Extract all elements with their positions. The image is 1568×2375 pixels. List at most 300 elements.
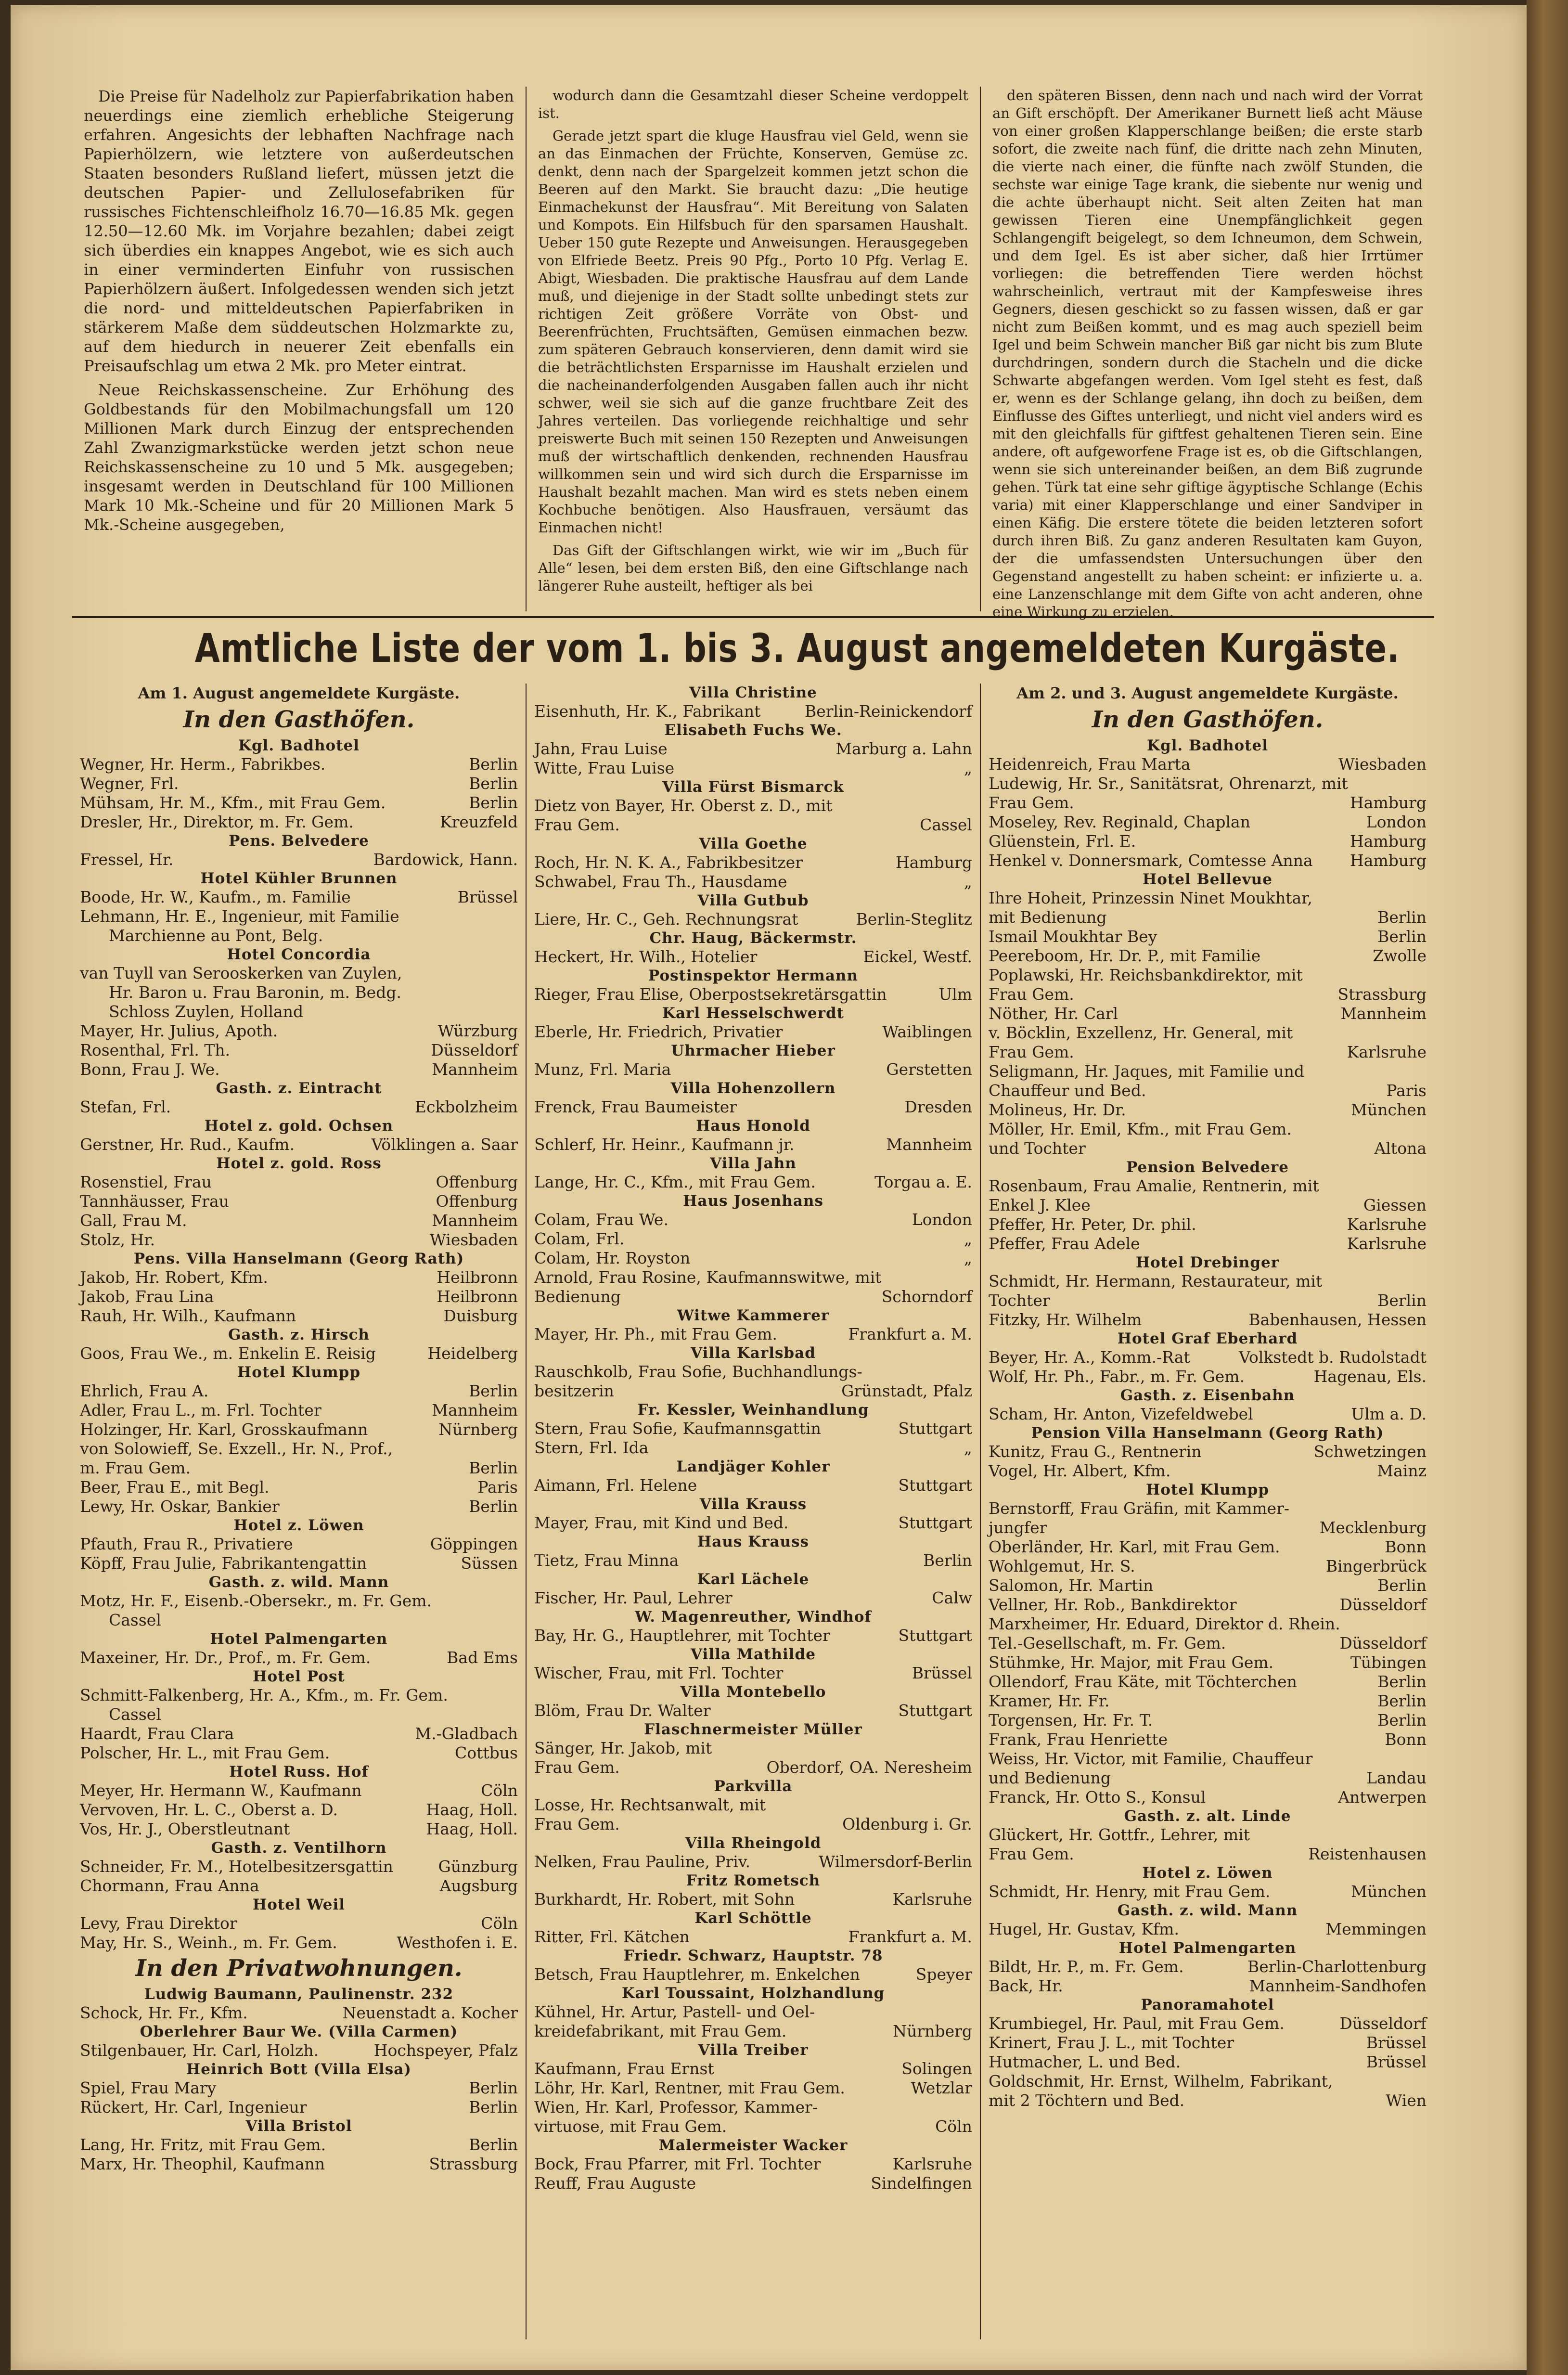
guest-entry [534, 1758, 972, 1777]
guest-hometown: Westhofen i. E. [397, 1933, 518, 1952]
guest-hometown: Hamburg [1350, 851, 1427, 870]
guest-entry [989, 1310, 1427, 1329]
guest-hometown: Eckbolzheim [414, 1097, 518, 1116]
guest-entry [534, 947, 972, 967]
guest-entry [989, 1348, 1427, 1367]
guest-entry [80, 1933, 518, 1952]
guest-hometown [967, 796, 972, 815]
guest-name: Franck, Hr. Otto S., Konsul [989, 1788, 1206, 1807]
guest-entry [534, 1210, 972, 1229]
guest-name: mit Bedienung [989, 908, 1107, 927]
guest-name: Vervoven, Hr. L. C., Oberst a. D. [80, 1800, 338, 1819]
guest-name: Heidenreich, Frau Marta [989, 755, 1191, 774]
book-binding [1527, 0, 1568, 2375]
guest-hometown: Bonn [1385, 1730, 1427, 1749]
lodging-heading: Karl Lächele [697, 1571, 810, 1588]
list-headline: Amtliche Liste der vom 1. bis 3. August angemeldeten Kurgäste. [194, 626, 1400, 671]
guest-name: Chauffeur und Bed. [989, 1081, 1146, 1100]
guest-name: Ehrlich, Frau A. [80, 1381, 209, 1400]
guest-hometown: Göppingen [430, 1535, 518, 1553]
guest-entry [80, 1648, 518, 1667]
guest-hometown [1422, 774, 1427, 793]
guest-entry [534, 796, 972, 815]
guest-name: Frau Gem. [534, 815, 620, 834]
guest-name: Kühnel, Hr. Artur, Pastell- und Oel- [534, 2002, 815, 2021]
guest-hometown: Berlin [469, 1381, 518, 1400]
guest-name: Gall, Frau M. [80, 1211, 187, 1230]
guest-entry [534, 1060, 972, 1079]
lodging-heading: Pension Belvedere [1126, 1159, 1289, 1176]
lodging-heading: Elisabeth Fuchs We. [664, 722, 842, 739]
article-column-2 [527, 87, 981, 611]
guest-entry [534, 2117, 972, 2136]
guest-entry [534, 1965, 972, 1984]
guest-name: Kunitz, Frau G., Rentnerin [989, 1442, 1202, 1461]
guest-entry [989, 1845, 1427, 1864]
guest-hometown [1422, 2072, 1427, 2091]
guest-name: Frank, Frau Henriette [989, 1730, 1168, 1749]
guest-hometown: Berlin [469, 2098, 518, 2117]
lodging-heading: Hotel z. Löwen [233, 1517, 364, 1534]
guest-entry [80, 1914, 518, 1933]
guest-name: Beer, Frau E., mit Begl. [80, 1478, 270, 1497]
guest-name: Beyer, Hr. A., Komm.-Rat [989, 1348, 1190, 1367]
guest-hometown [967, 2002, 972, 2022]
guest-hometown: Mannheim [432, 1060, 518, 1079]
guest-hometown: Schorndorf [881, 1287, 972, 1306]
guest-entry [80, 1535, 518, 1554]
guest-name: Blöm, Frau Dr. Walter [534, 1701, 711, 1720]
guest-name: Colam, Frl. [534, 1229, 625, 1248]
guest-hometown: „ [964, 872, 972, 891]
guest-entry [989, 1081, 1427, 1100]
guest-entry [989, 2014, 1427, 2033]
guest-entry [989, 1272, 1427, 1291]
guest-entry [80, 1097, 518, 1117]
guest-name: besitzerin [534, 1381, 614, 1400]
guest-name: Pfeffer, Frau Adele [989, 1234, 1140, 1253]
guest-hometown: Karlsruhe [1347, 1234, 1427, 1253]
guest-name: Bildt, Hr. P., m. Fr. Gem. [989, 1957, 1184, 1976]
guest-entry [80, 813, 518, 832]
guest-hometown: Brüssel [912, 1664, 972, 1682]
guest-hometown: Bingerbrück [1325, 1557, 1427, 1575]
guest-entry [989, 966, 1427, 985]
guest-name: Burkhardt, Hr. Robert, mit Sohn [534, 1890, 795, 1909]
guest-entry [989, 1120, 1427, 1139]
lodging-heading: Hotel Drebinger [1135, 1254, 1280, 1271]
guest-hometown: Berlin [469, 1497, 518, 1516]
guest-name: Meyer, Hr. Hermann W., Kaufmann [80, 1781, 362, 1800]
guest-entry [80, 1554, 518, 1573]
lodging-heading: Hotel Russ. Hof [229, 1763, 369, 1781]
guest-hometown: Hagenau, Els. [1313, 1367, 1427, 1386]
guest-entry-continuation: Schloss Zuylen, Holland [109, 1002, 304, 1021]
guest-entry [80, 1857, 518, 1876]
guest-hometown: Düsseldorf [1339, 1595, 1427, 1614]
guest-name: Bock, Frau Pfarrer, mit Frl. Tochter [534, 2155, 821, 2173]
guest-name: Jakob, Frau Lina [80, 1287, 214, 1306]
lodging-heading: Villa Bristol [245, 2117, 352, 2135]
lodging-heading: Malermeister Wacker [658, 2137, 848, 2154]
guest-name: Stern, Frl. Ida [534, 1438, 649, 1457]
guest-entry [80, 1041, 518, 1060]
guest-hometown: Völklingen a. Saar [371, 1135, 518, 1154]
guest-hometown: Heilbronn [437, 1287, 518, 1306]
lodging-heading: Villa Hohenzollern [670, 1080, 836, 1097]
lodging-heading: Pension Villa Hanselmann (Georg Rath) [1031, 1424, 1384, 1442]
guest-entry [989, 2091, 1427, 2110]
guest-entry [80, 2003, 518, 2023]
guest-entry [534, 2155, 972, 2174]
guest-name: Schwabel, Frau Th., Hausdame [534, 872, 787, 891]
guest-name: Schlerf, Hr. Heinr., Kaufmann jr. [534, 1135, 795, 1154]
guest-hometown: Offenburg [436, 1192, 518, 1211]
guest-hometown: Giessen [1363, 1196, 1427, 1214]
article-column-3 [981, 87, 1434, 620]
lodging-heading: Hotel Post [253, 1668, 345, 1685]
guest-list-column-1 [72, 684, 527, 2339]
guest-entry [989, 1405, 1427, 1424]
guest-hometown: Tübingen [1350, 1653, 1427, 1672]
guest-hometown [513, 964, 518, 983]
guest-entry [534, 1664, 972, 1683]
guest-hometown: Torgau a. E. [874, 1173, 972, 1191]
guest-hometown: Frankfurt a. M. [848, 1927, 972, 1946]
guest-name: Moseley, Rev. Reginald, Chaplan [989, 813, 1250, 831]
guest-hometown: London [912, 1210, 972, 1229]
guest-name: Vos, Hr. J., Oberstleutnant [80, 1820, 290, 1838]
guest-name: Schock, Hr. Fr., Kfm. [80, 2003, 248, 2022]
guest-entry [80, 1686, 518, 1705]
guest-name: Stern, Frau Sofie, Kaufmannsgattin [534, 1419, 821, 1438]
guest-name: Mayer, Hr. Ph., mit Frau Gem. [534, 1325, 777, 1343]
lodging-heading: Karl Toussaint, Holzhandlung [621, 1985, 885, 2002]
guest-hometown: Strassburg [1337, 985, 1427, 1004]
guest-entry [534, 2174, 972, 2193]
guest-entry [534, 872, 972, 891]
guest-hometown: Cottbus [455, 1743, 518, 1762]
guest-hometown [1422, 1749, 1427, 1768]
guest-entry [534, 1381, 972, 1401]
guest-name: Schmidt, Hr. Henry, mit Frau Gem. [989, 1882, 1271, 1901]
guest-hometown: „ [964, 1229, 972, 1248]
guest-entry [989, 1215, 1427, 1234]
guest-entry [989, 908, 1427, 927]
guest-entry [534, 702, 972, 721]
guest-name: Molineus, Hr. Dr. [989, 1100, 1126, 1119]
guest-name: von Solowieff, Se. Exzell., Hr. N., Prof., [80, 1439, 393, 1458]
guest-entry [80, 1724, 518, 1743]
guest-entry [80, 1381, 518, 1401]
guest-name: Reuff, Frau Auguste [534, 2174, 696, 2193]
guest-entry [989, 793, 1427, 813]
guest-hometown: Wiesbaden [1338, 755, 1427, 774]
guest-entry [989, 985, 1427, 1004]
guest-entry [534, 739, 972, 759]
guest-name: Vellner, Hr. Rob., Bankdirektor [989, 1595, 1237, 1614]
guest-entry [989, 1711, 1427, 1730]
guest-list [72, 684, 1434, 2339]
guest-hometown: Oldenburg i. Gr. [842, 1815, 972, 1833]
guest-hometown: Solingen [901, 2059, 972, 2078]
guest-name: Ismail Moukhtar Bey [989, 927, 1157, 946]
guest-hometown: Karlsruhe [892, 1890, 972, 1909]
guest-hometown: Kreuzfeld [439, 813, 518, 831]
guest-entry [80, 1420, 518, 1439]
guest-hometown: Mecklenburg [1319, 1518, 1427, 1537]
guest-entry [534, 985, 972, 1004]
lodging-heading: Postinspektor Hermann [648, 967, 858, 984]
guest-name: Scham, Hr. Anton, Vizefeldwebel [989, 1405, 1253, 1423]
guest-name: Torgensen, Hr. Fr. T. [989, 1711, 1153, 1730]
guest-entry [989, 927, 1427, 946]
guest-entry [989, 851, 1427, 870]
guest-entry [989, 1957, 1427, 1976]
guest-entry [534, 1268, 972, 1287]
guest-hometown: Waiblingen [882, 1022, 972, 1041]
guest-entry [80, 1497, 518, 1516]
lodging-heading: Chr. Haug, Bäckermstr. [649, 929, 857, 947]
guest-name: Salomon, Hr. Martin [989, 1576, 1154, 1595]
guest-entry [534, 1362, 972, 1381]
guest-hometown: Sindelfingen [871, 2174, 972, 2193]
lodging-heading: Hotel Palmengarten [1118, 1939, 1297, 1957]
guest-name: Gerstner, Hr. Rud., Kaufm. [80, 1135, 295, 1154]
lodging-heading: Villa Krauss [699, 1496, 807, 1513]
guest-hometown: Würzburg [437, 1021, 518, 1040]
guest-entry [989, 1730, 1427, 1749]
guest-entry [534, 1588, 972, 1608]
guest-hometown: Düsseldorf [1339, 1634, 1427, 1652]
guest-entry [80, 793, 518, 813]
guest-name: May, Hr. S., Weinh., m. Fr. Gem. [80, 1933, 337, 1952]
lodging-heading: Kgl. Badhotel [1147, 737, 1268, 754]
guest-name: Köpff, Frau Julie, Fabrikantengattin [80, 1554, 367, 1573]
guest-name: Rauh, Hr. Wilh., Kaufmann [80, 1306, 296, 1325]
guest-name: Witte, Frau Luise [534, 759, 675, 777]
guest-name: Seligmann, Hr. Jaques, mit Familie und [989, 1062, 1304, 1081]
guest-entry [989, 832, 1427, 851]
lodging-heading: Hotel Concordia [227, 946, 371, 963]
lodging-heading: Villa Fürst Bismarck [662, 778, 844, 796]
guest-entry [989, 1367, 1427, 1386]
guest-name: Jakob, Hr. Robert, Kfm. [80, 1268, 268, 1287]
guest-name: Wolf, Hr. Ph., Fabr., m. Fr. Gem. [989, 1367, 1245, 1386]
guest-hometown: Düsseldorf [1339, 2014, 1427, 2033]
guest-entry [534, 1890, 972, 1909]
guest-name: Levy, Frau Direktor [80, 1914, 237, 1933]
guest-hometown: Strassburg [429, 2155, 518, 2173]
article-paragraph: den späteren Bissen, denn nach und nach wird der Vorrat an Gift erschöpft. Der Amerikaner Burnett ließ acht Mäuse von einer großen Klapperschlange beißen; die erste starb sofort, die zweite nach fünf, die dritte nach zehn Minuten, die vierte nach einer, die fünfte nach zwölf Stunden, die sechste war einige Tage krank, die siebente nur wenig und die achte überhaupt nicht. Seit alten Zeiten hat man gewissen Tieren eine Unempfänglichkeit gegen Schlangengift beigelegt, so dem Ichneumon, dem Schwein, und dem Igel. Es ist aber sicher, daß hier Irrtümer vorliegen: die betreffenden Tiere werden höchst wahrscheinlich, vertraut mit der Kampfesweise ihres Gegners, diesen geschickt so zu fassen wissen, daß er gar nicht zum Beißen kommt, und es mag auch speziell beim Igel und beim Schwein mancher Biß gar nicht bis zum Blute durchdringen, sondern durch die Stacheln und die dicke Schwarte abgefangen werden. Vom Igel steht es fest, daß er, wenn es der Schlange gelang, ihn doch zu beißen, dem Einflusse des Giftes unterliegt, und nicht viel anders wird es mit den gleichfalls für giftfest gehaltenen Tieren sein. Eine andere, oft aufgeworfene Frage ist es, ob die Giftschlangen, wenn sie sich untereinander beißen, an dem Biß zugrunde gehen. Türk tat eine sehr giftige ägyptische Schlange (Echis varia) mit einer Klapperschlange und einer Sandviper in einen Käfig. Die erstere tötete die beiden letzteren sofort durch ihren Biß. Zu ganz anderen Resultaten kam Guyon, der die umfassendsten Untersuchungen über den Gegenstand angestellt zu haben scheint: er infizierte u. a. eine Lanzenschlange mit dem Gifte von acht anderen, ohne eine Wirkung zu erzielen. [992, 87, 1423, 620]
guest-entry [534, 1097, 972, 1117]
guest-hometown: Offenburg [436, 1173, 518, 1191]
guest-name: Adler, Frau L., m. Frl. Tochter [80, 1401, 321, 1420]
guest-name: Marx, Hr. Theophil, Kaufmann [80, 2155, 325, 2173]
guest-entry [80, 1211, 518, 1230]
guest-hometown: Berlin [469, 1459, 518, 1477]
guest-hometown: Haag, Holl. [426, 1820, 518, 1838]
guest-name: Lewy, Hr. Oskar, Bankier [80, 1497, 280, 1516]
guest-name: Lange, Hr. C., Kfm., mit Frau Gem. [534, 1173, 816, 1191]
guest-hometown [967, 1362, 972, 1381]
guest-hometown [1422, 1023, 1427, 1043]
guest-name: Lang, Hr. Fritz, mit Frau Gem. [80, 2135, 326, 2154]
article-paragraph: Das Gift der Giftschlangen wirkt, wie wir im „Buch für Alle“ lesen, bei dem ersten Biß, den eine Giftschlange nach längerer Ruhe austeilt, heftiger als bei [538, 542, 968, 594]
guest-hometown: Landau [1366, 1768, 1427, 1787]
guest-hometown [967, 2098, 972, 2117]
guest-hometown: Berlin [1377, 1291, 1427, 1310]
guest-hometown: „ [964, 1438, 972, 1457]
lodging-heading: Haus Josenhans [683, 1192, 823, 1210]
guest-hometown: Dresden [904, 1097, 972, 1116]
guest-name: Rosenthal, Frl. Th. [80, 1041, 231, 1059]
lodging-heading: Gasth. z. Hirsch [228, 1326, 370, 1343]
guest-name: jungfer [989, 1518, 1047, 1537]
guest-hometown: Heilbronn [437, 1268, 518, 1287]
guest-entry [534, 1476, 972, 1495]
guest-hometown: Berlin [469, 793, 518, 812]
lodging-heading: Hotel Bellevue [1142, 871, 1273, 888]
lodging-heading: Ludwig Baumann, Paulinenstr. 232 [144, 1986, 454, 2003]
guest-name: Peereboom, Hr. Dr. P., mit Familie [989, 946, 1261, 965]
divider-rule [72, 616, 1434, 618]
guest-entry [989, 813, 1427, 832]
guest-hometown: Memmingen [1325, 1920, 1427, 1938]
guest-name: und Tochter [989, 1139, 1086, 1158]
guest-hometown [967, 1795, 972, 1815]
guest-entry [989, 1882, 1427, 1901]
guest-entry [80, 1344, 518, 1363]
guest-name: Tietz, Frau Minna [534, 1551, 679, 1570]
guest-name: Frau Gem. [534, 1758, 620, 1777]
guest-name: Haardt, Frau Clara [80, 1724, 234, 1743]
guest-entry [989, 2072, 1427, 2091]
guest-name: Tel.-Gesellschaft, m. Fr. Gem. [989, 1634, 1226, 1652]
guest-hometown: Berlin [1377, 1672, 1427, 1691]
guest-entry [989, 889, 1427, 908]
guest-entry [989, 2033, 1427, 2052]
guest-entry [80, 1401, 518, 1420]
guest-name: Hugel, Hr. Gustav, Kfm. [989, 1920, 1179, 1938]
guest-name: Rieger, Frau Elise, Oberpostsekretärsgattin [534, 985, 887, 1004]
guest-entry [80, 888, 518, 907]
guest-hometown: Marburg a. Lahn [835, 739, 972, 758]
guest-entry [989, 1043, 1427, 1062]
guest-entry [534, 1739, 972, 1758]
guest-name: Goldschmit, Hr. Ernst, Wilhelm, Fabrikant, [989, 2072, 1333, 2091]
guest-entry [989, 1518, 1427, 1537]
guest-hometown: Reistenhausen [1308, 1845, 1427, 1863]
guest-name: Frenck, Frau Baumeister [534, 1097, 737, 1116]
guest-entry [534, 1135, 972, 1154]
guest-hometown: Berlin-Charlottenburg [1247, 1957, 1427, 1976]
guest-entry [534, 1419, 972, 1438]
guest-hometown: Berlin [1377, 1691, 1427, 1710]
guest-name: Eisenhuth, Hr. K., Fabrikant [534, 702, 761, 721]
guest-entry [80, 2078, 518, 2098]
guest-entry [534, 1852, 972, 1872]
guest-entry [989, 755, 1427, 774]
guest-hometown: Cöln [935, 2117, 972, 2136]
guest-hometown: London [1366, 813, 1427, 831]
guest-entry [989, 1461, 1427, 1481]
guest-entry [80, 774, 518, 793]
guest-entry [989, 1825, 1427, 1845]
guest-entry [80, 1021, 518, 1041]
lodging-heading: Haus Krauss [697, 1533, 809, 1550]
guest-hometown [967, 1268, 972, 1287]
lodging-heading: Hotel z. gold. Ochsen [204, 1117, 394, 1135]
guest-entry [80, 2155, 518, 2174]
guest-name: Frau Gem. [989, 985, 1074, 1004]
guest-name: Eberle, Hr. Friedrich, Privatier [534, 1022, 783, 1041]
guest-hometown: Antwerpen [1338, 1788, 1427, 1807]
guest-name: Wischer, Frau, mit Frl. Tochter [534, 1664, 784, 1682]
guest-entry [80, 850, 518, 869]
lodging-heading: Landjäger Kohler [676, 1458, 830, 1475]
lodging-heading: Villa Mathilde [691, 1646, 816, 1663]
guest-name: Weiss, Hr. Victor, mit Familie, Chauffeur [989, 1749, 1313, 1768]
guest-name: Mayer, Frau, mit Kind und Bed. [534, 1513, 789, 1532]
lodging-heading: Villa Montebello [680, 1683, 826, 1701]
guest-name: Nelken, Frau Pauline, Priv. [534, 1852, 751, 1871]
guest-name: v. Böcklin, Exzellenz, Hr. General, mit [989, 1023, 1293, 1042]
guest-hometown: Grünstadt, Pfalz [841, 1381, 972, 1400]
guest-entry [80, 1743, 518, 1763]
guest-entry [80, 1173, 518, 1192]
guest-name: Bernstorff, Frau Gräfin, mit Kammer- [989, 1499, 1290, 1518]
guest-hometown [513, 1686, 518, 1705]
guest-entry [534, 1815, 972, 1834]
guest-hometown: Berlin [1377, 1711, 1427, 1730]
guest-entry [80, 1876, 518, 1896]
guest-hometown: Mannheim [886, 1135, 972, 1154]
lodging-heading: Flaschnermeister Müller [644, 1721, 862, 1738]
lodging-heading: Gasth. z. wild. Mann [1117, 1902, 1298, 1919]
guest-hometown: Berlin [1377, 1576, 1427, 1595]
guest-entry [534, 1795, 972, 1815]
guest-name: kreidefabrikant, mit Frau Gem. [534, 2022, 787, 2040]
guest-hometown: Babenhausen, Hessen [1248, 1310, 1427, 1329]
guest-name: Schmidt, Hr. Hermann, Restaurateur, mit [989, 1272, 1323, 1291]
guest-hometown: Haag, Holl. [426, 1800, 518, 1819]
guest-name: Jahn, Frau Luise [534, 739, 668, 758]
lodging-heading: Villa Karlsbad [691, 1344, 816, 1362]
guest-hometown: Berlin-Reinickendorf [804, 702, 972, 721]
article-paragraph: Gerade jetzt spart die kluge Hausfrau viel Geld, wenn sie an das Einmachen der Früchte, Konserven, Gemüse zc. denkt, denn nach der Spargelzeit kommen jetzt schon die Beeren auf den Markt. Sie braucht dazu: „Die heutige Einmachekunst der Hausfrau“. Mit Bereitung von Salaten und Kompots. Ein Hilfsbuch für den sparsamen Haushalt. Ueber 150 gute Rezepte und Anweisungen. Herausgegeben von Elfriede Beetz. Preis 90 Pfg., Porto 10 Pfg. Verlag E. Abigt, Wiesbaden. Die praktische Hausfrau auf dem Lande muß, und diejenige in der Stadt sollte unbedingt stets zur richtigen Zeit größere Vorräte von Obst- und Beerenfrüchten, Fruchtsäften, Gemüsen einmachen bezw. zum späteren Gebrauch konservieren, denn damit wird sie die beträchtlichsten Ersparnisse im Haushalt erzielen und die nacheinanderfolgenden Ausgaben fallen auch ihr nicht schwer, weil sie sich auf die ganze fruchtbare Zeit des Jahres verteilen. Das vorliegende reichhaltige und sehr preiswerte Buch mit seinen 150 Rezepten und Anweisungen muß der wirtschaftlich denkenden, rechnenden Hausfrau willkommen sein und wird sich durch die Ersparnisse im Haushalt bezahlt machen. Man wird es stets neben einem Kochbuche benötigen. Also Hausfrauen, versäumt das Einmachen nicht! [538, 128, 968, 536]
guest-name: Lehmann, Hr. E., Ingenieur, mit Familie [80, 907, 399, 926]
lodging-heading: Villa Goethe [699, 835, 808, 852]
guest-hometown: Stuttgart [898, 1476, 972, 1495]
guest-entry [989, 1976, 1427, 1996]
guest-name: Kaufmann, Frau Ernst [534, 2059, 714, 2078]
guest-name: Glüenstein, Frl. E. [989, 832, 1136, 851]
guest-hometown [1422, 889, 1427, 908]
guest-hometown: Karlsruhe [892, 2155, 972, 2173]
guest-hometown: Brüssel [1366, 2052, 1427, 2071]
article-column-1 [72, 87, 527, 611]
guest-entry [989, 1176, 1427, 1196]
guest-name: Tochter [989, 1291, 1050, 1310]
guest-entry [989, 1634, 1427, 1653]
guest-name: Marxheimer, Hr. Eduard, Direktor d. Rhein. [989, 1614, 1340, 1633]
guest-hometown: M.-Gladbach [415, 1724, 518, 1743]
guest-entry [534, 1325, 972, 1344]
guest-name: van Tuyll van Serooskerken van Zuylen, [80, 964, 402, 982]
guest-hometown: Wien [1386, 2091, 1427, 2110]
lodging-heading: Pens. Belvedere [229, 832, 369, 850]
